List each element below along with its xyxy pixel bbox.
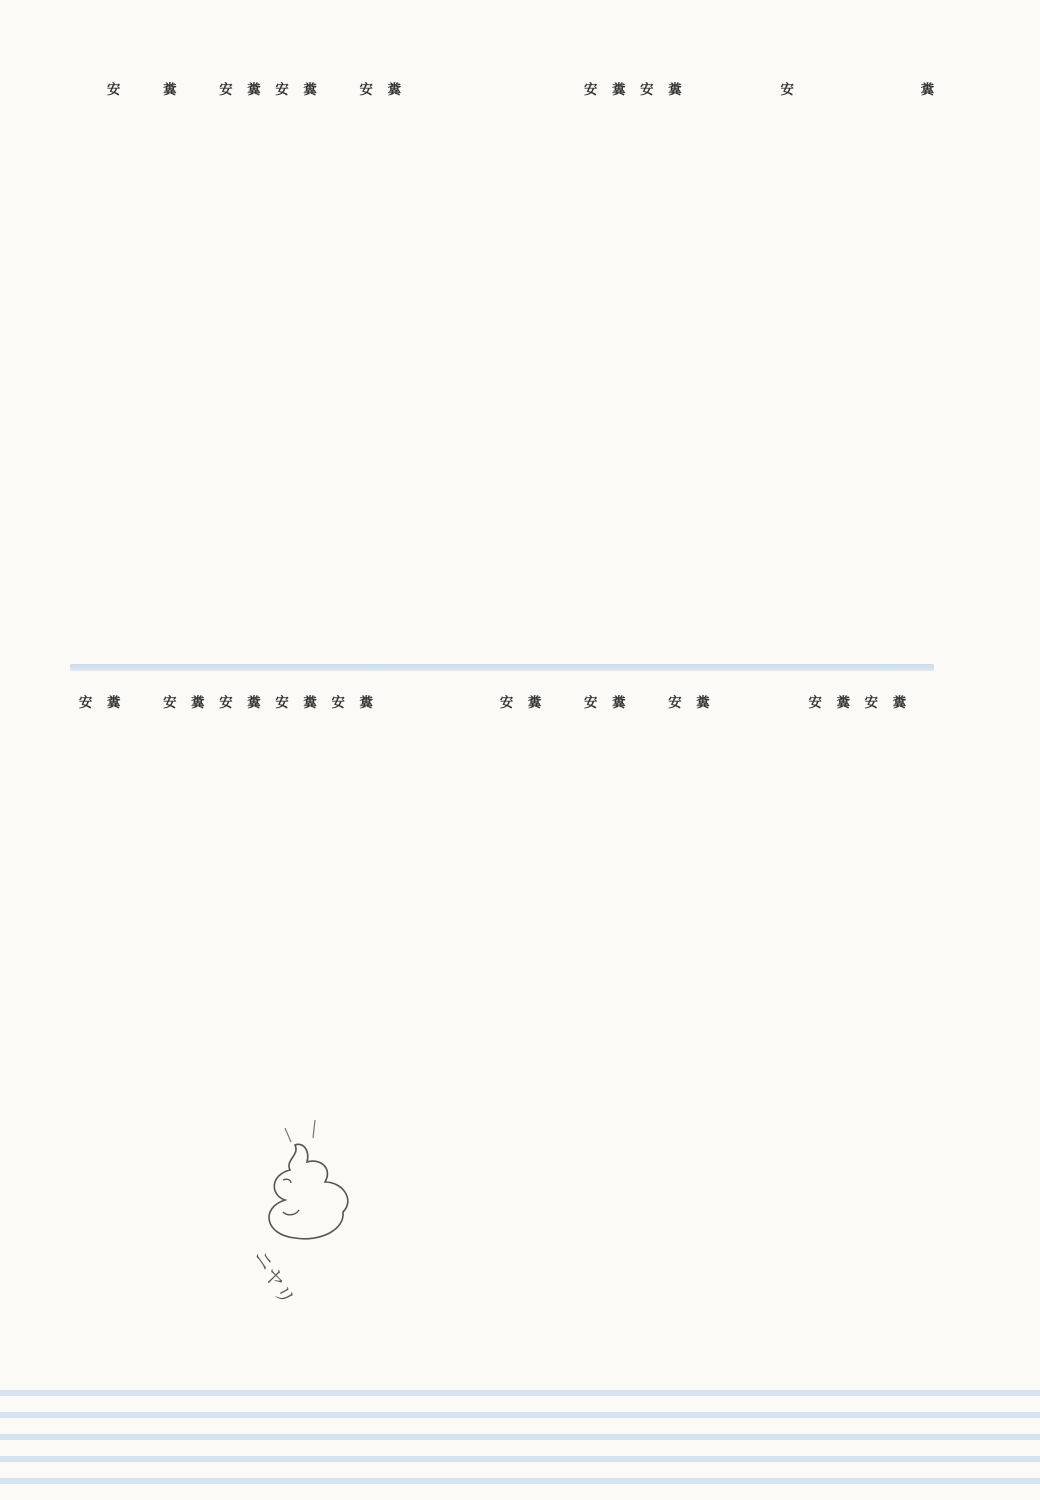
speaker-label: 糞 [244, 695, 260, 709]
poop-doodle-icon [225, 1120, 385, 1320]
speaker-label: 安 [777, 82, 793, 96]
dialogue-line [547, 695, 573, 1375]
speaker-label: 糞 [665, 82, 681, 96]
dialogue-line [772, 82, 798, 662]
speaker-label: 安 [805, 695, 821, 709]
dialogue-line [126, 82, 152, 662]
top-dialogue-section [70, 82, 938, 662]
speaker-label: 糞 [300, 82, 316, 96]
speaker-label: 安 [637, 82, 653, 96]
dialogue-line [547, 82, 573, 662]
dialogue-line [772, 695, 798, 1375]
dialogue-line [519, 82, 545, 662]
speaker-label: 糞 [300, 695, 316, 709]
dialogue-line [856, 82, 882, 662]
speaker-label: 安 [160, 695, 176, 709]
speaker-label: 糞 [188, 695, 204, 709]
dialogue-line [687, 82, 713, 662]
dialogue-line [491, 82, 517, 662]
dialogue-line [463, 695, 489, 1375]
dialogue-line [884, 695, 910, 1375]
dialogue-line [98, 695, 124, 1375]
dialogue-line [716, 82, 742, 662]
dialogue-line [603, 695, 629, 1375]
dialogue-line [70, 695, 96, 1375]
dialogue-line [182, 695, 208, 1375]
dialogue-line [884, 82, 910, 662]
speaker-label: 糞 [693, 695, 709, 709]
dialogue-line [70, 82, 96, 662]
speaker-label: 安 [861, 695, 877, 709]
dialogue-line [828, 82, 854, 662]
speaker-label: 糞 [609, 82, 625, 96]
dialogue-line [435, 82, 461, 662]
dialogue-line [912, 82, 938, 662]
speaker-label: 安 [76, 695, 92, 709]
dialogue-line [828, 695, 854, 1375]
dialogue-line [744, 82, 770, 662]
dialogue-line [154, 695, 180, 1375]
dialogue-line [491, 695, 517, 1375]
dialogue-line [407, 695, 433, 1375]
speaker-label: 糞 [918, 82, 933, 96]
dialogue-line [295, 82, 321, 662]
dialogue-line [238, 82, 264, 662]
dialogue-line [856, 695, 882, 1375]
doodle-caption: ニヤリ [248, 1245, 300, 1310]
speaker-label: 糞 [525, 695, 541, 709]
speaker-label: 糞 [104, 695, 120, 709]
speaker-label: 安 [497, 695, 513, 709]
dialogue-line [323, 82, 349, 662]
dialogue-line [519, 695, 545, 1375]
dialogue-line [351, 82, 377, 662]
dialogue-line [575, 695, 601, 1375]
dialogue-line [603, 82, 629, 662]
speaker-label: 糞 [244, 82, 260, 96]
speaker-label: 糞 [889, 695, 905, 709]
dialogue-line [912, 695, 938, 1375]
dialogue-line [631, 82, 657, 662]
dialogue-line [800, 695, 826, 1375]
speaker-label: 安 [581, 82, 597, 96]
speaker-label: 糞 [160, 82, 176, 96]
speaker-label: 糞 [609, 695, 625, 709]
speaker-label: 安 [216, 695, 232, 709]
dialogue-line [126, 695, 152, 1375]
speaker-label: 安 [328, 695, 344, 709]
dialogue-line [154, 82, 180, 662]
speaker-label: 安 [665, 695, 681, 709]
dialogue-line [659, 82, 685, 662]
speaker-label: 安 [216, 82, 232, 96]
speaker-label: 安 [581, 695, 597, 709]
speaker-label: 糞 [356, 695, 372, 709]
dialogue-line [435, 695, 461, 1375]
dialogue-line [407, 82, 433, 662]
section-divider [70, 664, 934, 671]
dialogue-line [744, 695, 770, 1375]
speaker-label: 安 [356, 82, 372, 96]
bottom-stripes [0, 1390, 1040, 1500]
dialogue-line [210, 82, 236, 662]
dialogue-line [267, 82, 293, 662]
dialogue-line [575, 82, 601, 662]
dialogue-line [463, 82, 489, 662]
dialogue-line [631, 695, 657, 1375]
dialogue-line [716, 695, 742, 1375]
dialogue-line [98, 82, 124, 662]
speaker-label: 糞 [833, 695, 849, 709]
speaker-label: 安 [272, 695, 288, 709]
dialogue-line [182, 82, 208, 662]
dialogue-line [687, 695, 713, 1375]
dialogue-line [659, 695, 685, 1375]
speaker-label: 安 [272, 82, 288, 96]
bottom-dialogue-section [70, 695, 938, 1375]
speaker-label: 糞 [384, 82, 400, 96]
dialogue-line [379, 82, 405, 662]
speaker-label: 安 [104, 82, 120, 96]
dialogue-line [800, 82, 826, 662]
